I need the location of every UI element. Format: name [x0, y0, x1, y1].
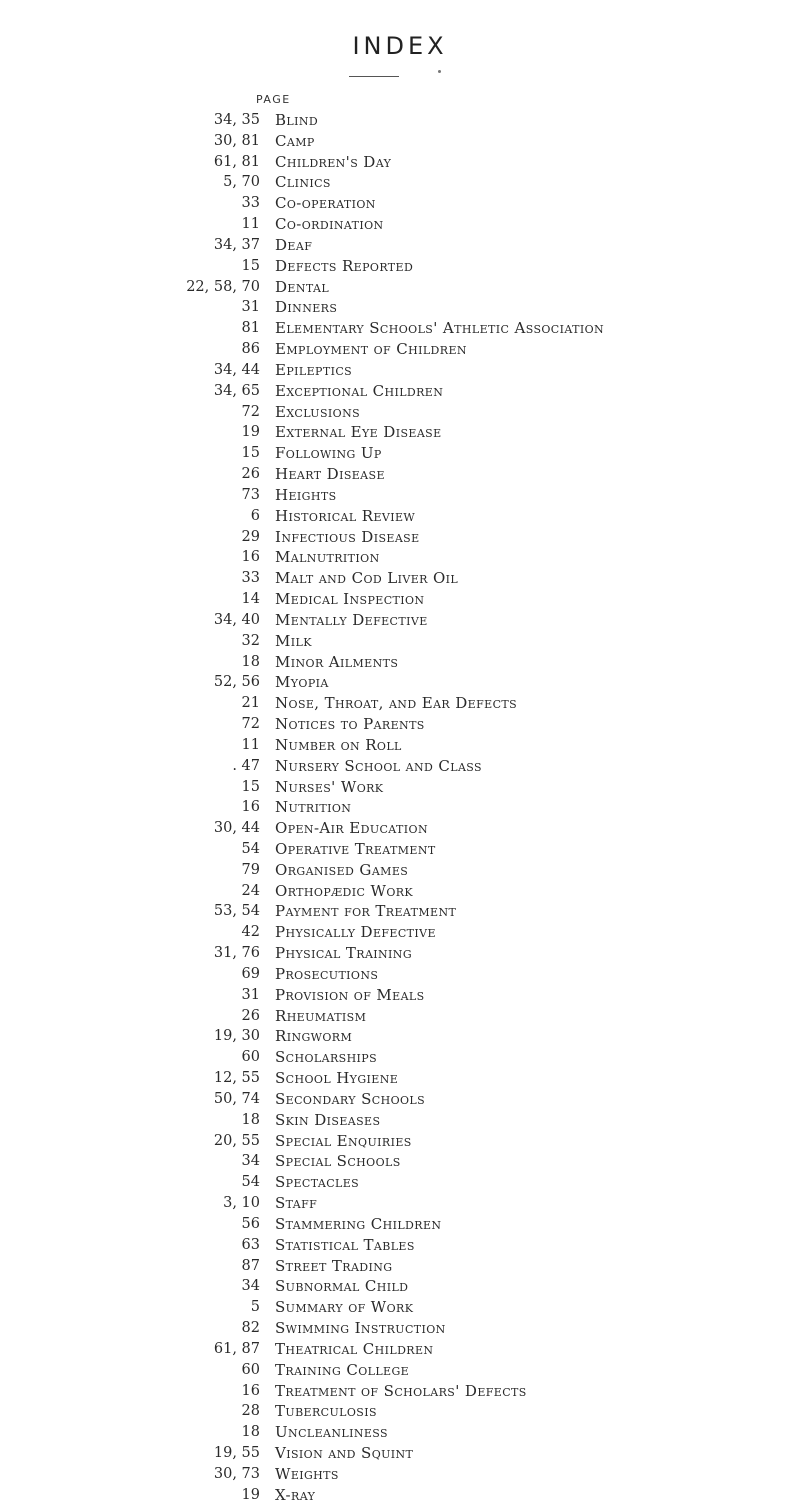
- entry-subject: Statistical Tables: [275, 1235, 415, 1254]
- index-entry: [0, 693, 800, 714]
- entry-pages: 54: [241, 1174, 260, 1191]
- index-entry: [0, 1318, 800, 1339]
- entry-subject: Provision of Meals: [275, 985, 425, 1004]
- index-entry: [0, 714, 800, 735]
- index-entry: [0, 1485, 800, 1505]
- index-entry: [0, 193, 800, 214]
- entry-pages: 15: [241, 257, 260, 274]
- index-entry: [0, 277, 800, 298]
- entry-subject: Staff: [275, 1194, 318, 1213]
- index-entry: [0, 1110, 800, 1131]
- entry-subject: Defects Reported: [275, 256, 414, 275]
- entry-pages: 33: [241, 195, 260, 212]
- entry-pages: 52, 56: [213, 674, 260, 691]
- entry-subject: Mentally Defective: [275, 610, 428, 629]
- index-entry: [0, 318, 800, 339]
- entry-subject: Stammering Children: [275, 1214, 442, 1233]
- entry-subject: Dental: [275, 277, 330, 296]
- entry-pages: 50, 74: [213, 1090, 260, 1107]
- index-entry: [0, 485, 800, 506]
- index-entry: [0, 568, 800, 589]
- index-entry: [0, 1401, 800, 1422]
- entry-subject: Treatment of Scholars' Defects: [275, 1381, 527, 1400]
- entry-subject: Skin Diseases: [275, 1110, 381, 1129]
- entry-pages: 86: [241, 341, 260, 358]
- entry-subject: Heart Disease: [275, 465, 385, 484]
- entry-pages: 34: [241, 1153, 260, 1170]
- entry-subject: Subnormal Child: [275, 1277, 409, 1296]
- entry-subject: Weights: [275, 1464, 339, 1483]
- entry-subject: Co-operation: [275, 194, 376, 213]
- entry-subject: Orthopædic Work: [275, 881, 414, 900]
- index-entry: [0, 527, 800, 548]
- index-entry: [0, 297, 800, 318]
- index-entry: [0, 797, 800, 818]
- entry-pages: 34, 35: [213, 112, 260, 128]
- entry-subject: External Eye Disease: [275, 423, 442, 442]
- entry-pages: 34, 44: [213, 361, 260, 378]
- index-entry: [0, 1256, 800, 1277]
- entry-pages: 30, 81: [213, 132, 260, 149]
- entry-pages: 31: [241, 299, 260, 316]
- entry-subject: Nose, Throat, and Ear Defects: [275, 694, 518, 713]
- entry-pages: 19: [241, 1486, 260, 1503]
- entry-pages: 34, 65: [213, 382, 260, 399]
- index-entry: [0, 1068, 800, 1089]
- index-entry: [0, 1089, 800, 1110]
- entry-pages: . 47: [232, 757, 260, 774]
- entry-pages: 14: [241, 591, 260, 608]
- index-entry: [0, 464, 800, 485]
- entry-pages: 60: [241, 1361, 260, 1378]
- entry-subject: Street Trading: [275, 1256, 393, 1275]
- entry-pages: 18: [241, 653, 260, 670]
- entry-pages: 42: [241, 924, 260, 941]
- index-entry: [0, 1464, 800, 1485]
- index-entry: [0, 422, 800, 443]
- entry-subject: Ringworm: [275, 1027, 353, 1046]
- title-rule: [349, 76, 399, 77]
- entry-subject: Myopia: [275, 673, 329, 692]
- entry-pages: 15: [241, 778, 260, 795]
- entry-subject: Minor Ailments: [275, 652, 399, 671]
- entry-subject: Number on Roll: [275, 735, 402, 754]
- index-entry: [0, 1172, 800, 1193]
- entry-subject: Clinics: [275, 173, 331, 192]
- index-entry: [0, 1151, 800, 1172]
- entry-subject: Notices to Parents: [275, 715, 425, 734]
- entry-subject: Blind: [275, 111, 319, 129]
- index-entry: [0, 1360, 800, 1381]
- entry-subject: Medical Inspection: [275, 590, 425, 609]
- entry-pages: 69: [241, 965, 260, 982]
- entry-subject: Training College: [275, 1360, 410, 1379]
- entry-pages: 29: [241, 528, 260, 545]
- index-entry: [0, 652, 800, 673]
- entry-subject: Epileptics: [275, 360, 353, 379]
- entry-subject: X-ray: [275, 1485, 316, 1504]
- entry-subject: Theatrical Children: [275, 1339, 434, 1358]
- entry-pages: 3, 10: [223, 1195, 260, 1212]
- entry-subject: Nursery School and Class: [275, 756, 482, 775]
- index-entry: [0, 256, 800, 277]
- index-list: [0, 110, 800, 1505]
- entry-pages: 5, 70: [223, 174, 260, 191]
- entry-subject: Operative Treatment: [275, 839, 436, 858]
- entry-pages: 73: [241, 486, 260, 503]
- index-entry: [0, 214, 800, 235]
- index-entry: [0, 964, 800, 985]
- entry-pages: 34, 37: [213, 236, 260, 253]
- index-entry: [0, 610, 800, 631]
- entry-subject: Children's Day: [275, 152, 392, 171]
- entry-subject: Open-Air Education: [275, 819, 428, 838]
- index-entry: [0, 1422, 800, 1443]
- entry-pages: 16: [241, 799, 260, 816]
- entry-pages: 6: [250, 507, 260, 524]
- entry-pages: 30, 44: [213, 820, 260, 837]
- page-column-header: PAGE: [256, 93, 291, 106]
- entry-pages: 24: [241, 882, 260, 899]
- entry-pages: 11: [241, 216, 260, 233]
- entry-pages: 19, 55: [213, 1445, 260, 1461]
- entry-pages: 61, 81: [213, 153, 260, 170]
- entry-pages: 87: [241, 1257, 260, 1274]
- entry-pages: 15: [241, 445, 260, 462]
- index-entry: [0, 1339, 800, 1360]
- entry-subject: Malt and Cod Liver Oil: [275, 569, 459, 588]
- entry-subject: Physically Defective: [275, 923, 436, 942]
- entry-subject: Camp: [275, 131, 315, 150]
- entry-subject: Tuberculosis: [275, 1402, 377, 1421]
- entry-pages: 19, 30: [213, 1028, 260, 1045]
- entry-subject: Special Enquiries: [275, 1131, 412, 1150]
- entry-subject: Rheumatism: [275, 1006, 367, 1025]
- index-entry: [0, 881, 800, 902]
- entry-pages: 60: [241, 1049, 260, 1066]
- index-entry: [0, 360, 800, 381]
- entry-pages: 56: [241, 1215, 260, 1232]
- entry-pages: 54: [241, 840, 260, 857]
- entry-subject: Following Up: [275, 444, 382, 463]
- index-entry: [0, 672, 800, 693]
- entry-subject: Prosecutions: [275, 964, 379, 983]
- index-entry: [0, 443, 800, 464]
- index-entry: [0, 1006, 800, 1027]
- entry-subject: Vision and Squint: [275, 1444, 414, 1462]
- entry-subject: Nurses' Work: [275, 777, 384, 796]
- index-entry: [0, 901, 800, 922]
- index-entry: [0, 172, 800, 193]
- index-entry: [0, 131, 800, 152]
- entry-pages: 18: [241, 1111, 260, 1128]
- index-entry: [0, 1026, 800, 1047]
- entry-pages: 82: [241, 1320, 260, 1337]
- index-entry: [0, 1193, 800, 1214]
- entry-pages: 61, 87: [213, 1340, 260, 1357]
- entry-subject: Spectacles: [275, 1173, 360, 1192]
- index-entry: [0, 631, 800, 652]
- entry-pages: 16: [241, 1382, 260, 1399]
- index-entry: [0, 1047, 800, 1068]
- entry-pages: 22, 58, 70: [186, 278, 260, 295]
- entry-subject: Summary of Work: [275, 1298, 414, 1317]
- entry-subject: Co-ordination: [275, 215, 384, 234]
- entry-subject: Milk: [275, 631, 312, 650]
- index-entry: [0, 1235, 800, 1256]
- index-entry: [0, 860, 800, 881]
- entry-subject: Uncleanliness: [275, 1423, 388, 1442]
- index-entry: [0, 381, 800, 402]
- entry-subject: Dinners: [275, 298, 338, 317]
- entry-pages: 72: [241, 716, 260, 733]
- entry-subject: Scholarships: [275, 1048, 378, 1067]
- entry-subject: Employment of Children: [275, 340, 467, 359]
- entry-pages: 28: [241, 1403, 260, 1420]
- index-entry: [0, 589, 800, 610]
- entry-pages: 16: [241, 549, 260, 566]
- index-entry: [0, 735, 800, 756]
- entry-subject: Payment for Treatment: [275, 902, 457, 921]
- entry-pages: 11: [241, 736, 260, 753]
- index-entry: [0, 985, 800, 1006]
- entry-pages: 21: [241, 695, 260, 712]
- index-entry: [0, 1276, 800, 1297]
- entry-pages: 34: [241, 1278, 260, 1295]
- entry-pages: 26: [241, 1007, 260, 1024]
- index-entry: [0, 1443, 800, 1464]
- entry-pages: 32: [241, 632, 260, 649]
- entry-pages: 81: [241, 320, 260, 337]
- index-entry: [0, 839, 800, 860]
- entry-pages: 72: [241, 403, 260, 420]
- index-entry: [0, 1381, 800, 1402]
- index-entry: [0, 818, 800, 839]
- entry-pages: 20, 55: [213, 1132, 260, 1149]
- entry-pages: 19: [241, 424, 260, 441]
- index-entry: [0, 1214, 800, 1235]
- index-entry: [0, 339, 800, 360]
- entry-subject: Organised Games: [275, 860, 409, 879]
- index-entry: [0, 756, 800, 777]
- entry-pages: 5: [250, 1299, 260, 1316]
- entry-subject: School Hygiene: [275, 1069, 399, 1088]
- index-entry: [0, 110, 800, 131]
- entry-subject: Physical Training: [275, 944, 413, 963]
- entry-subject: Special Schools: [275, 1152, 401, 1171]
- entry-subject: Elementary Schools' Athletic Association: [275, 319, 605, 338]
- index-entry: [0, 506, 800, 527]
- index-entry: [0, 547, 800, 568]
- entry-subject: Historical Review: [275, 506, 416, 525]
- index-entry: [0, 777, 800, 798]
- entry-subject: Exceptional Children: [275, 381, 444, 400]
- entry-subject: Swimming Instruction: [275, 1319, 446, 1338]
- entry-pages: 63: [241, 1236, 260, 1253]
- entry-pages: 33: [241, 570, 260, 587]
- entry-subject: Infectious Disease: [275, 527, 420, 546]
- entry-subject: Exclusions: [275, 402, 361, 421]
- entry-pages: 31: [241, 986, 260, 1003]
- index-entry: [0, 152, 800, 173]
- page-title: INDEX: [352, 32, 448, 60]
- index-entry: [0, 922, 800, 943]
- entry-pages: 34, 40: [213, 611, 260, 628]
- index-entry: [0, 1297, 800, 1318]
- entry-pages: 79: [241, 861, 260, 878]
- index-entry: [0, 235, 800, 256]
- index-entry: [0, 402, 800, 423]
- entry-pages: 26: [241, 466, 260, 483]
- entry-subject: Malnutrition: [275, 548, 380, 567]
- entry-pages: 12, 55: [213, 1070, 260, 1087]
- entry-subject: Deaf: [275, 235, 313, 254]
- entry-pages: 30, 73: [213, 1465, 260, 1482]
- index-entry: [0, 1131, 800, 1152]
- printer-mark: [438, 70, 441, 73]
- entry-subject: Nutrition: [275, 798, 352, 817]
- entry-subject: Secondary Schools: [275, 1089, 426, 1108]
- index-entry: [0, 943, 800, 964]
- entry-pages: 18: [241, 1424, 260, 1441]
- entry-pages: 53, 54: [213, 903, 260, 920]
- entry-pages: 31, 76: [213, 945, 260, 962]
- entry-subject: Heights: [275, 485, 337, 504]
